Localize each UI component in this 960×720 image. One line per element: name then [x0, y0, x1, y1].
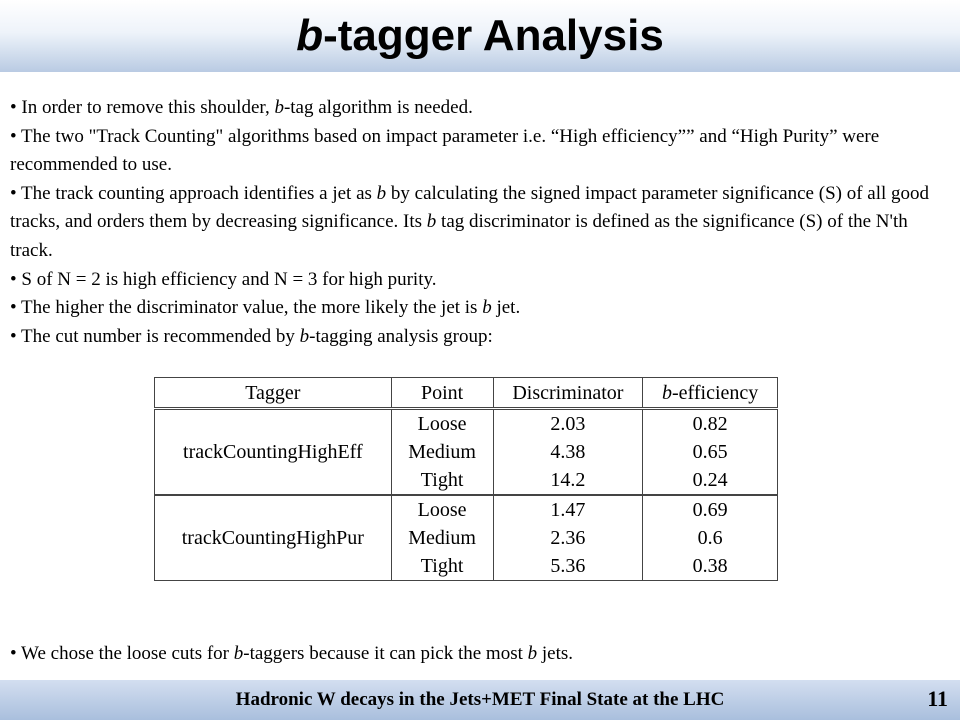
efficiency-cell [643, 409, 778, 496]
table-row [155, 409, 778, 496]
header-discriminator: Discriminator [493, 378, 643, 409]
bullet-item [10, 123, 940, 180]
text-run: -taggers because it can pick the most [243, 643, 528, 664]
text-run: by calculating the signed impact parameter significance (S) of all good tracks, and orders them by decreasing significance. Its [10, 182, 930, 233]
slide-title-italic: b [296, 11, 324, 60]
tagger-name: trackCountingHighPur [155, 495, 392, 581]
efficiency-value: 0.82 [692, 413, 728, 435]
discriminator-value: 4.38 [550, 441, 586, 463]
text-run: jets. [537, 643, 574, 664]
point-value: Medium [408, 441, 476, 463]
text-run: • S of N = 2 is high efficiency and N = 3 for high purity. [10, 268, 437, 290]
point-value: Tight [420, 555, 464, 577]
text-run: -tagging analysis group: [309, 325, 493, 347]
text-run: tag discriminator is defined as the significance (S) of the N'th track. [10, 211, 908, 261]
point-cell [391, 495, 493, 581]
discriminator-value: 1.47 [550, 499, 586, 521]
bullet-item [10, 294, 940, 323]
bullet-item [10, 323, 940, 352]
point-value: Loose [417, 499, 467, 521]
point-cell [391, 409, 493, 496]
table-row [155, 495, 778, 581]
header-tagger: Tagger [155, 378, 392, 409]
point-value: Tight [420, 469, 464, 491]
discriminator-cell [493, 409, 643, 496]
footer-title: Hadronic W decays in the Jets+MET Final State at the LHC [235, 689, 725, 710]
bullet-item [10, 94, 940, 123]
discriminator-value: 5.36 [550, 555, 586, 577]
italic-text: b [376, 182, 387, 204]
text-run: -tag algorithm is needed. [283, 97, 473, 118]
tagger-name: trackCountingHighEff [155, 409, 392, 496]
text-run: • The two "Track Counting" algorithms based on impact parameter i.e. “High efficiency”” and “High Purity” were recommended to use. [10, 125, 880, 176]
bullet-list [10, 94, 940, 351]
header-b-efficiency-italic: b [662, 381, 673, 404]
italic-text: b [527, 643, 538, 664]
efficiency-value: 0.6 [697, 527, 723, 549]
table-header-row [155, 378, 778, 409]
btag-cut-table [154, 377, 778, 581]
header-point: Point [391, 378, 493, 409]
text-run: • The cut number is recommended by [10, 325, 300, 347]
discriminator-value: 2.03 [550, 413, 586, 435]
efficiency-value: 0.24 [692, 469, 728, 491]
text-run: • We chose the loose cuts for [10, 643, 234, 664]
efficiency-cell [643, 495, 778, 581]
point-value: Loose [417, 413, 467, 435]
text-run: • The track counting approach identifies a jet as [10, 182, 377, 204]
conclusion-bullet [10, 640, 573, 668]
efficiency-value: 0.38 [692, 555, 728, 577]
header-b-efficiency-rest: -efficiency [672, 381, 759, 404]
italic-text: b [426, 211, 437, 233]
italic-text: b [482, 297, 492, 319]
slide-title-rest: -tagger Analysis [323, 11, 664, 60]
efficiency-value: 0.65 [692, 441, 728, 463]
discriminator-value: 14.2 [550, 469, 586, 491]
text-run: • The higher the discriminator value, the more likely the jet is [10, 297, 483, 319]
header-b-efficiency [643, 378, 778, 409]
italic-text: b [233, 643, 244, 664]
slide-title [0, 8, 960, 64]
text-run: • In order to remove this shoulder, [10, 97, 275, 118]
efficiency-value: 0.69 [692, 499, 728, 521]
text-run: jet. [491, 297, 521, 319]
discriminator-cell [493, 495, 643, 581]
discriminator-value: 2.36 [550, 527, 586, 549]
bullet-item [10, 180, 940, 266]
italic-text: b [274, 97, 284, 118]
italic-text: b [299, 325, 310, 347]
bullet-item [10, 266, 940, 295]
page-number: 11 [927, 686, 948, 711]
point-value: Medium [408, 527, 476, 549]
